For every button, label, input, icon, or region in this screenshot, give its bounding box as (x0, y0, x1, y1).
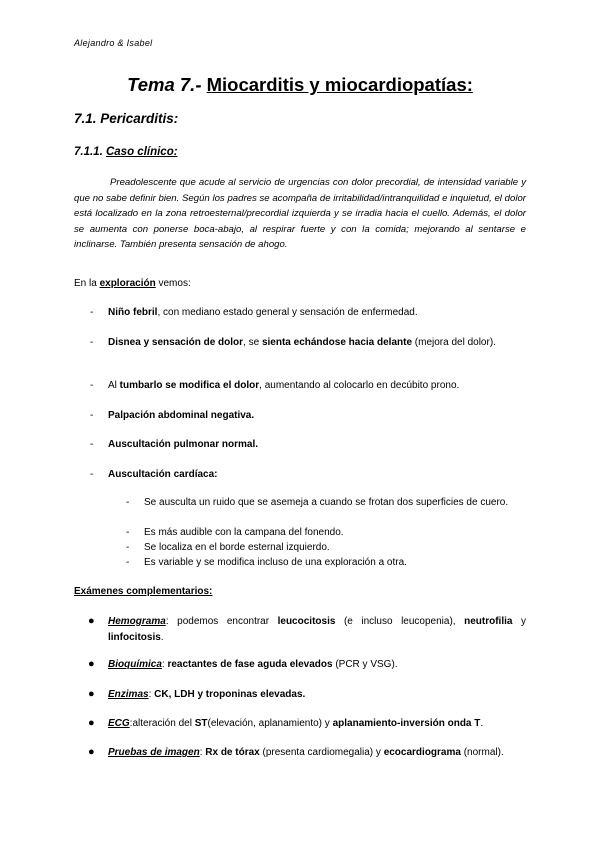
auscultation-item (74, 526, 526, 541)
exam-label: ECG (108, 718, 130, 729)
exam-label: Bioquímica (108, 659, 162, 670)
exam-text: : (199, 747, 206, 758)
exam-text: : (161, 659, 168, 670)
finding-item (74, 437, 526, 453)
dash-marker: - (90, 410, 94, 421)
finding-item (74, 408, 526, 424)
exam-bold: reactantes de fase aguda elevados (167, 659, 333, 670)
auscultation-item (74, 496, 526, 511)
auscultation-text: Se localiza en el borde esternal izquierdo. (144, 542, 330, 553)
exam-item (74, 745, 526, 761)
finding-text: (mejora del dolor). (412, 337, 496, 348)
exam-text: (normal). (460, 747, 504, 758)
dash-marker: - (126, 527, 130, 538)
finding-bold: Niño febril (108, 307, 158, 318)
exam-bold: leucocitosis (277, 616, 336, 627)
exam-text: (PCR y VSG). (332, 659, 398, 670)
finding-bold: sienta echándose hacia delante (261, 337, 413, 348)
intro-keyword: exploración (99, 278, 156, 289)
exploration-intro (74, 278, 191, 289)
bullet-marker: ● (88, 615, 95, 627)
dash-marker: - (126, 497, 130, 508)
auscultation-text: Es variable y se modifica incluso de una exploración a otra. (144, 557, 407, 568)
exam-text: :alteración del (129, 718, 195, 729)
finding-bold: Auscultación cardíaca: (108, 469, 218, 480)
exam-bold: neutrofilia (464, 616, 513, 627)
exam-text: . (480, 718, 484, 729)
intro-before: En la (74, 278, 100, 289)
dash-marker: - (126, 542, 130, 553)
page-title (0, 74, 600, 96)
exam-text: y (512, 616, 526, 627)
subsection-heading (74, 146, 178, 158)
auscultation-text: Es más audible con la campana del fonendo. (144, 527, 344, 538)
finding-bold: Palpación abdominal negativa. (108, 410, 255, 421)
bullet-marker: ● (88, 717, 95, 729)
dash-marker: - (90, 380, 94, 391)
exam-label: Pruebas de imagen (108, 747, 200, 758)
exam-bold: aplanamiento-inversión onda T (332, 718, 481, 729)
exam-text: (e incluso leucopenia), (335, 616, 465, 627)
exams-heading: Exámenes complementarios: (74, 586, 213, 597)
exam-text: (elevación, aplanamiento) y (207, 718, 333, 729)
finding-text: , se (243, 337, 262, 348)
bullet-marker: ● (88, 746, 95, 758)
intro-after: vemos: (155, 278, 191, 289)
dash-marker: - (90, 307, 94, 318)
exam-bold: CK, LDH y troponinas elevadas. (154, 689, 306, 700)
finding-item (74, 305, 526, 321)
exam-label: Hemograma (108, 616, 166, 627)
finding-text: Al (108, 380, 120, 391)
exam-item (74, 657, 526, 673)
exam-bold: linfocitosis (108, 631, 161, 643)
exam-bold: ecocardiograma (383, 747, 461, 758)
section-heading: 7.1. Pericarditis: (74, 111, 179, 126)
dash-marker: - (90, 337, 94, 348)
finding-bold: tumbarlo se modifica el dolor (119, 380, 260, 391)
exam-item (74, 614, 526, 645)
dash-marker: - (90, 469, 94, 480)
case-paragraph: Preadolescente que acude al servicio de urgencias con dolor precordial, de intensidad variable y que no sabe definir bien. Según los padres se acompaña de irritabilidad/intranquilidad e inquietud, el dolor está localizado en la zona retroesternal/precordial izquierda y se irradia hacia el cuello. Además, el dolor se aumenta con ponerse boca-abajo, al respirar fuerte y con la comida; mejorando al sentarse e inclinarse. También presenta sensación de ahogo. (74, 177, 526, 251)
bullet-marker: ● (88, 688, 95, 700)
exam-text: : (148, 689, 155, 700)
title-name: Miocarditis y miocardiopatías: (206, 74, 473, 95)
finding-text: , aumentando al colocarlo en decúbito prono. (259, 380, 460, 391)
bullet-marker: ● (88, 658, 95, 670)
auscultation-text: Se ausculta un ruido que se asemeja a cuando se frotan dos superficies de cuero. (144, 497, 509, 508)
author-header: Alejandro & Isabel (74, 38, 153, 48)
exam-bold: Rx de tórax (205, 747, 260, 758)
exam-text: . (160, 631, 164, 643)
finding-bold: Auscultación pulmonar normal. (108, 439, 259, 450)
auscultation-item (74, 556, 526, 571)
dash-marker: - (126, 557, 130, 568)
subsection-name: Caso clínico: (105, 146, 178, 158)
auscultation-item (74, 541, 526, 556)
finding-item (74, 467, 526, 483)
subsection-number: 7.1.1. (74, 146, 103, 158)
exam-label: Enzimas (108, 689, 149, 700)
exam-item (74, 716, 526, 732)
finding-item (74, 378, 526, 394)
exam-item (74, 687, 526, 703)
exam-text: : podemos encontrar (165, 616, 278, 627)
finding-text: , con mediano estado general y sensación de enfermedad. (157, 307, 418, 318)
title-number: Tema 7.- (127, 74, 202, 95)
exam-text: (presenta cardiomegalia) y (259, 747, 384, 758)
finding-item (74, 335, 526, 351)
finding-bold: Disnea y sensación de dolor (108, 337, 244, 348)
dash-marker: - (90, 439, 94, 450)
exam-bold: ST (194, 718, 208, 729)
